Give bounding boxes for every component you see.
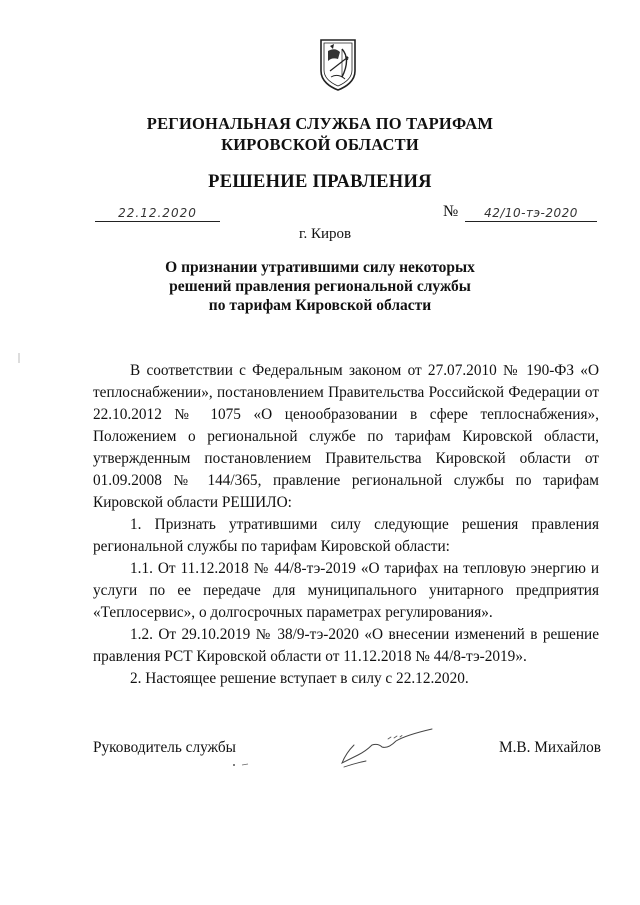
org-name-line2: КИРОВСКОЙ ОБЛАСТИ xyxy=(221,135,419,154)
number-label: № xyxy=(443,203,459,220)
document-title: РЕШЕНИЕ ПРАВЛЕНИЯ xyxy=(208,172,432,192)
item-1-2: 1.2. От 29.10.2019 № 38/9-тэ-2020 «О внесении изменений в решение правления РСТ Кировской области от 11.12.2018 № 44/8-тэ-2019». xyxy=(93,626,599,665)
item-2: 2. Настоящее решение вступает в силу с 22.12.2020. xyxy=(130,670,469,687)
preamble-paragraph: В соответствии с Федеральным законом от 27.07.2010 № 190-ФЗ «О теплоснабжении», постановлением Правительства Российской Федерации от 22.10.2012 № 1075 «О ценообразовании в сфере теплоснабжения», Положением о региональной службе по тарифам Кировской области, утвержденным постановлением Правительства Кировской области от 01.09.2008 № 144/365, правление региональной службы по тарифам Кировской области РЕШИЛО: xyxy=(93,362,599,511)
scan-margin-mark xyxy=(18,353,20,363)
handwritten-date: 22.12.2020 xyxy=(118,206,197,220)
signer-role: Руководитель службы xyxy=(93,739,236,756)
subject-line2: решений правления региональной службы xyxy=(169,278,471,295)
item-1: 1. Признать утратившими силу следующие решения правления региональной службы по тарифам Кировской области: xyxy=(93,516,599,555)
signer-name: М.В. Михайлов xyxy=(499,739,601,756)
number-field xyxy=(465,203,597,222)
handwritten-number: 42/10-тэ-2020 xyxy=(484,206,578,220)
kirov-coat-of-arms-icon xyxy=(318,37,358,91)
subject-line3: по тарифам Кировской области xyxy=(208,297,432,314)
handwritten-signature xyxy=(336,725,436,775)
scan-speck xyxy=(232,762,254,768)
city: г. Киров xyxy=(299,226,352,242)
item-1-1: 1.1. От 11.12.2018 № 44/8-тэ-2019 «О тарифах на тепловую энергию и услуги по ее передаче для муниципального унитарного предприятия «Теплосервис», о долгосрочных параметрах регулирования». xyxy=(93,560,599,621)
document-body xyxy=(93,360,599,690)
subject-line1: О признании утратившими силу некоторых xyxy=(165,259,475,276)
date-field xyxy=(95,203,220,222)
org-name-line1: РЕГИОНАЛЬНАЯ СЛУЖБА ПО ТАРИФАМ xyxy=(146,114,494,133)
